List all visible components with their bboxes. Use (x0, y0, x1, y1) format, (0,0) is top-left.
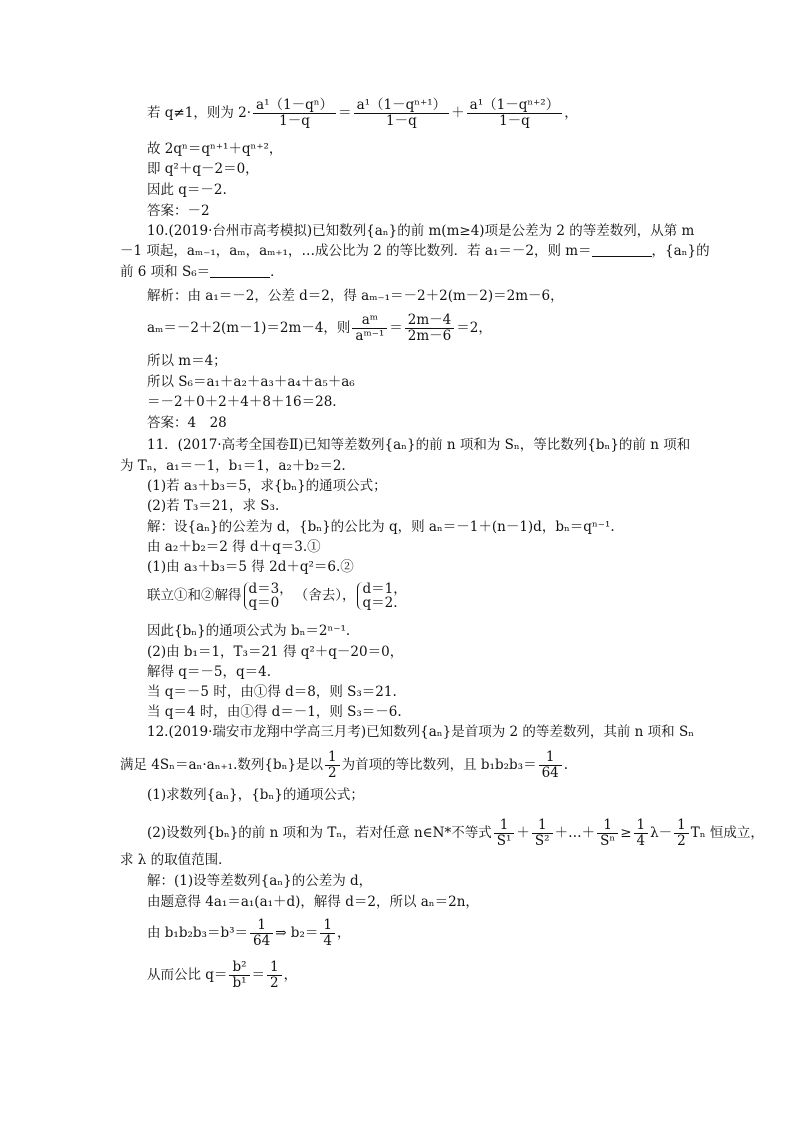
text: ， (564, 105, 578, 121)
analysis-line: 解析：由 a₁＝－2，公差 d＝2，得 aₘ₋₁＝－2＋2(m－2)＝2m－6， (147, 288, 564, 304)
answer-line: 答案：4 28 (147, 415, 227, 431)
denominator: S¹ (496, 833, 512, 849)
denominator: aᵐ⁻¹ (355, 328, 385, 344)
text-line: 当 q＝－5 时，由①得 d＝8，则 S₃＝21. (147, 684, 397, 700)
text: ≥ (620, 825, 632, 841)
text: Tₙ 恒成立， (690, 825, 764, 841)
text: 前 6 项和 S₆＝ (120, 264, 211, 280)
fraction (467, 98, 563, 129)
question-12: 12.(2019·瑞安市龙翔中学高三月考)已知数列{aₙ}是首项为 2 的等差数列，其前 n 项和 Sₙ (147, 724, 695, 740)
text-line: ＝－2＋0＋2＋4＋8＋16＝28. (147, 394, 337, 410)
numerator: 1 (674, 818, 689, 834)
numerator: aᵐ (352, 313, 387, 329)
fraction (634, 818, 649, 849)
text-line (147, 582, 409, 610)
numerator: 1 (325, 750, 340, 766)
text: ＝ (251, 967, 265, 983)
denominator: 2 (270, 975, 279, 991)
text-line: 当 q＝4 时，由①得 d＝－1，则 S₃＝－6. (147, 704, 402, 720)
denominator: 1－q (279, 113, 310, 129)
numerator: 1 (539, 750, 562, 766)
text-line (120, 263, 284, 281)
text-line: 由题意得 4a₁＝a₁(a₁＋d)，解得 d＝2，所以 aₙ＝2n， (147, 894, 479, 910)
text: 由 b₁b₂b₃＝b³＝ (147, 925, 249, 941)
denominator: 2m－6 (407, 328, 452, 344)
denominator: 2 (328, 765, 337, 781)
text: －1 项起，aₘ₋₁，aₘ，aₘ₊₁，…成公比为 2 的等比数列．若 a₁＝－2，则 m＝ (120, 243, 592, 259)
text: ， (283, 967, 298, 983)
text-line: (1)求数列{aₙ}，{bₙ}的通项公式； (147, 787, 364, 803)
text-line: 所以 S₆＝a₁＋a₂＋a₃＋a₄＋a₅＋a₆ (147, 374, 355, 390)
equation: q＝2. (362, 595, 398, 611)
text-line: 即 q²＋q－2＝0， (147, 161, 259, 177)
denominator: 64 (253, 933, 271, 949)
text-line: 求 λ 的取值范围． (120, 852, 232, 868)
fraction (354, 98, 450, 129)
answer-blank (210, 277, 270, 278)
numerator: b² (229, 960, 249, 976)
fraction (352, 313, 387, 344)
numerator: 2m－4 (405, 313, 454, 329)
denominator: 4 (636, 833, 646, 849)
fraction (267, 960, 282, 991)
text: ＋…＋ (554, 825, 596, 841)
text-line (147, 960, 297, 991)
numerator: 1 (320, 918, 335, 934)
numerator: 1 (494, 818, 515, 834)
text: ＋ (516, 825, 530, 841)
text: ，{aₙ}的 (651, 243, 710, 259)
fraction (532, 818, 553, 849)
text-line: 因此 q＝－2. (147, 182, 227, 198)
denominator: 2 (677, 833, 686, 849)
answer-blank (592, 256, 652, 257)
numerator: 1 (634, 818, 649, 834)
text: (2)设数列{bₙ}的前 n 项和为 Tₙ，若对任意 n∈N*不等式 (147, 825, 492, 841)
fraction (229, 960, 249, 991)
text-line (147, 818, 764, 849)
fraction (405, 313, 454, 344)
text: ＋ (451, 105, 465, 121)
fraction (253, 98, 336, 129)
text: λ－ (650, 825, 673, 841)
text: 从而公比 q＝ (147, 967, 228, 983)
fraction (250, 918, 273, 949)
equation-system (357, 582, 406, 610)
text: ， (336, 925, 351, 941)
fraction (539, 750, 562, 781)
fraction (320, 918, 335, 949)
text: 联立①和②解得 (147, 587, 242, 604)
text: ＝ (338, 105, 352, 121)
denominator: 64 (541, 765, 559, 781)
text-line: 解：设{aₙ}的公差为 d，{bₙ}的公比为 q，则 aₙ＝－1＋(n－1)d，bₙ＝qⁿ⁻¹. (147, 519, 615, 535)
numerator: 1 (532, 818, 553, 834)
equation: d＝3， (248, 581, 293, 597)
numerator: a¹（1－qⁿ⁺²） (467, 98, 563, 114)
numerator: 1 (597, 818, 618, 834)
fraction (674, 818, 689, 849)
text-line: 为 Tₙ，a₁＝－1，b₁＝1，a₂＋b₂＝2. (120, 458, 346, 474)
text: . (563, 757, 569, 773)
fraction (325, 750, 340, 781)
text: b₂＝ (286, 925, 319, 941)
text-line: (1)若 a₃＋b₃＝5，求{bₙ}的通项公式； (147, 478, 387, 494)
text: ． (270, 264, 284, 280)
text-line (147, 98, 578, 129)
numerator: a¹（1－qⁿ） (253, 98, 336, 114)
text-line: (2)由 b₁＝1，T₃＝21 得 q²＋q－20＝0， (147, 644, 404, 660)
numerator: a¹（1－qⁿ⁺¹） (354, 98, 450, 114)
text: ＝2， (456, 320, 492, 336)
text-line (147, 918, 350, 949)
solution-line: 解：(1)设等差数列{aₙ}的公差为 d， (147, 873, 373, 889)
text-line: 所以 m＝4； (147, 353, 227, 369)
question-10: 10.(2019·台州市高考模拟)已知数列{aₙ}的前 m(m≥4)项是公差为 2 的等差数列，从第 m (147, 223, 695, 239)
text: 满足 4Sₙ＝aₙ·aₙ₊₁.数列{bₙ}是以 (120, 757, 324, 773)
fraction (494, 818, 515, 849)
numerator: 1 (267, 960, 282, 976)
text-line: (2)若 T₃＝21，求 S₃. (147, 498, 280, 514)
text: ＝ (389, 320, 403, 336)
equation: q＝0 (248, 595, 280, 611)
text: aₘ＝－2＋2(m－1)＝2m－4，则 (147, 320, 351, 336)
text-line: 解得 q＝－5，q＝4. (147, 664, 272, 680)
denominator: 4 (323, 933, 332, 949)
text-line: 由 a₂＋b₂＝2 得 d＋q＝3.① (147, 539, 321, 555)
equation-system (244, 582, 293, 610)
text: 为首项的等比数列，且 b₁b₂b₃＝ (341, 757, 537, 773)
denominator: S² (534, 833, 550, 849)
equation: d＝1， (362, 581, 407, 597)
implies-symbol: ⇒ (275, 925, 287, 941)
text-line (147, 313, 492, 344)
denominator: 1－q (385, 113, 417, 129)
fraction (597, 818, 618, 849)
text: 若 q≠1，则为 2· (147, 105, 252, 121)
denominator: b¹ (232, 975, 247, 991)
numerator: 1 (250, 918, 273, 934)
text-line: 故 2qⁿ＝qⁿ⁺¹＋qⁿ⁺²， (147, 141, 283, 157)
question-11: 11．(2017·高考全国卷Ⅱ)已知等差数列{aₙ}的前 n 项和为 Sₙ，等比数列{bₙ}的前 n 项和 (147, 437, 691, 453)
denominator: 1－q (499, 113, 530, 129)
text-line (120, 242, 710, 260)
text-line: 因此{bₙ}的通项公式为 bₙ＝2ⁿ⁻¹. (147, 623, 351, 639)
text-line: (1)由 a₃＋b₃＝5 得 2d＋q²＝6.② (147, 559, 354, 575)
answer-line: 答案：－2 (147, 203, 210, 219)
text: （舍去）， (294, 587, 356, 604)
text-line (120, 750, 568, 781)
denominator: Sⁿ (600, 833, 616, 849)
